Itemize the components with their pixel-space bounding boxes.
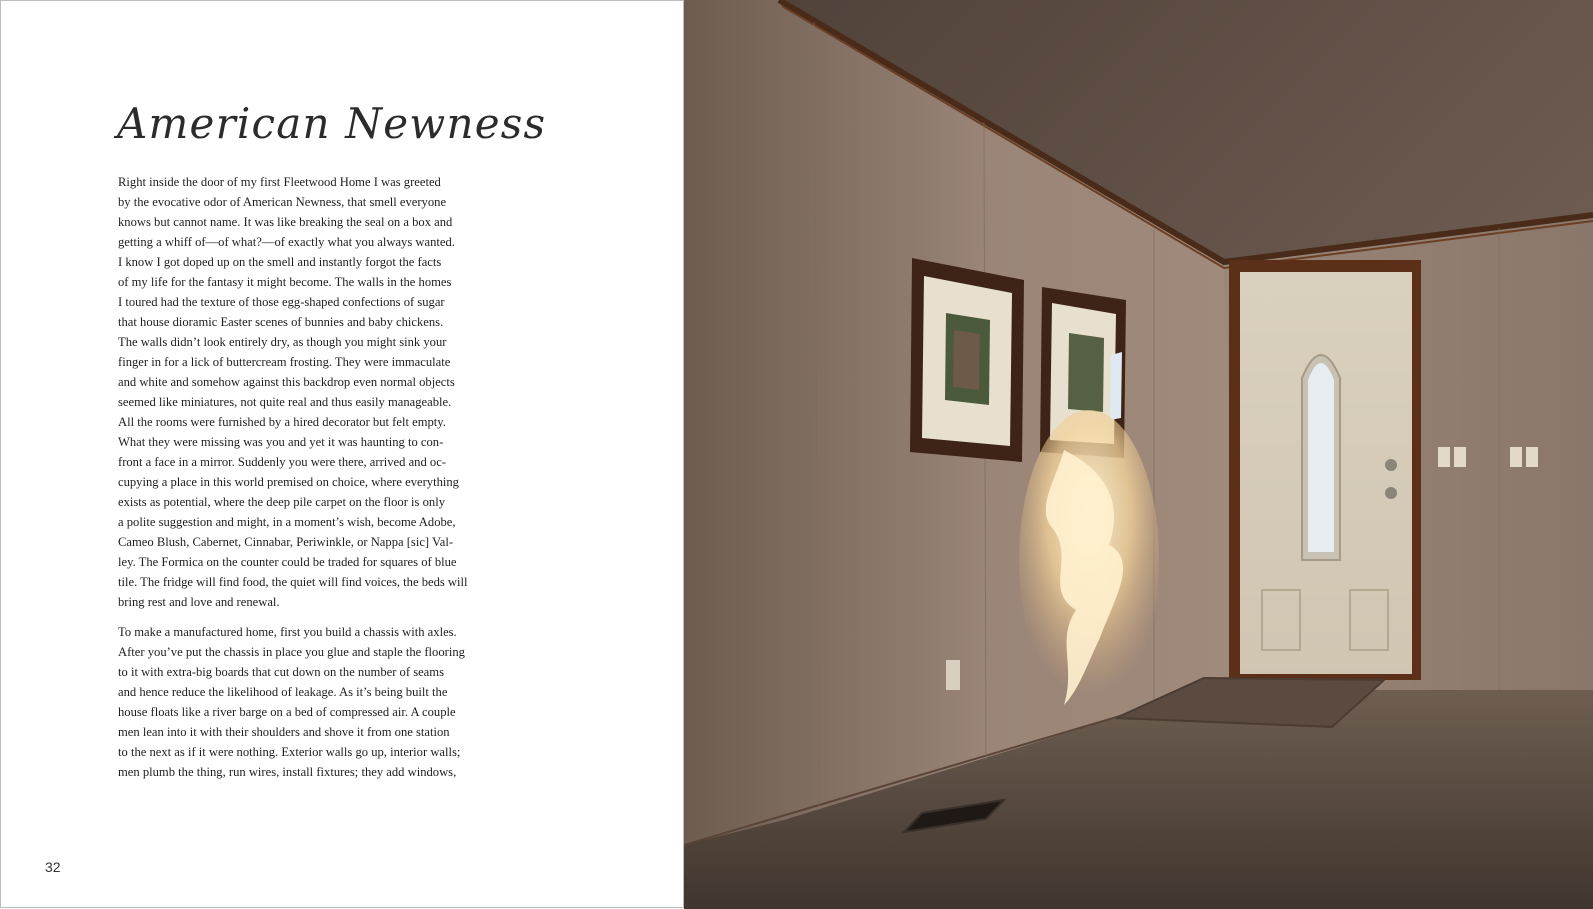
text-line: knows but cannot name. It was like breaking the seal on a box and — [118, 215, 453, 229]
text-line: house floats like a river barge on a bed of compressed air. A couple — [118, 705, 456, 719]
text-line: front a face in a mirror. Suddenly you were there, arrived and oc- — [118, 455, 447, 469]
text-line: men lean into it with their shoulders and shove it from one station — [118, 725, 450, 739]
text-line: bring rest and love and renewal. — [118, 595, 280, 609]
text-line: The walls didn’t look entirely dry, as though you might sink your — [118, 335, 447, 349]
text-line: getting a whiff of—of what?—of exactly what you always wanted. — [118, 235, 455, 249]
text-line: and hence reduce the likelihood of leakage. As it’s being built the — [118, 685, 448, 699]
text-line: Cameo Blush, Cabernet, Cinnabar, Periwinkle, or Nappa [sic] Val- — [118, 535, 454, 549]
text-line: cupying a place in this world premised on choice, where everything — [118, 475, 459, 489]
interior-photograph — [684, 0, 1593, 909]
left-page — [0, 0, 684, 908]
text-line: of my life for the fantasy it might become. The walls in the homes — [118, 275, 452, 289]
text-line: All the rooms were furnished by a hired decorator but felt empty. — [118, 415, 446, 429]
text-line: to it with extra-big boards that cut down on the number of seams — [118, 665, 444, 679]
text-line: To make a manufactured home, first you build a chassis with axles. — [118, 625, 457, 639]
text-line: by the evocative odor of American Newness, that smell everyone — [118, 195, 447, 209]
text-line: After you’ve put the chassis in place you glue and staple the flooring — [118, 645, 465, 659]
page-number: 32 — [45, 859, 61, 875]
wall-outlet — [946, 660, 960, 690]
text-line: to the next as if it were nothing. Exterior walls go up, interior walls; — [118, 745, 461, 759]
body-text — [118, 172, 490, 792]
text-line: What they were missing was you and yet it was haunting to con- — [118, 435, 444, 449]
entry-door — [1229, 260, 1421, 680]
text-line: I toured had the texture of those egg-shaped confections of sugar — [118, 295, 445, 309]
text-line: tile. The fridge will find food, the quiet will find voices, the beds will — [118, 575, 468, 589]
text-line: a polite suggestion and might, in a moment’s wish, become Adobe, — [118, 515, 456, 529]
body-paragraph — [118, 622, 490, 782]
body-paragraph — [118, 172, 490, 612]
text-line: I know I got doped up on the smell and instantly forgot the facts — [118, 255, 442, 269]
text-line: seemed like miniatures, not quite real and thus easily manageable. — [118, 395, 452, 409]
text-line: finger in for a lick of buttercream frosting. They were immaculate — [118, 355, 451, 369]
text-line: and white and somehow against this backdrop even normal objects — [118, 375, 455, 389]
text-line: Right inside the door of my first Fleetwood Home I was greeted — [118, 175, 441, 189]
sunlight-patch — [1019, 410, 1159, 710]
text-line: exists as potential, where the deep pile carpet on the floor is only — [118, 495, 445, 509]
picture-frame-left — [910, 258, 1024, 462]
text-line: men plumb the thing, run wires, install fixtures; they add windows, — [118, 765, 457, 779]
text-line: ley. The Formica on the counter could be traded for squares of blue — [118, 555, 457, 569]
chapter-title: American Newness — [117, 99, 547, 148]
text-line: that house dioramic Easter scenes of bunnies and baby chickens. — [118, 315, 444, 329]
